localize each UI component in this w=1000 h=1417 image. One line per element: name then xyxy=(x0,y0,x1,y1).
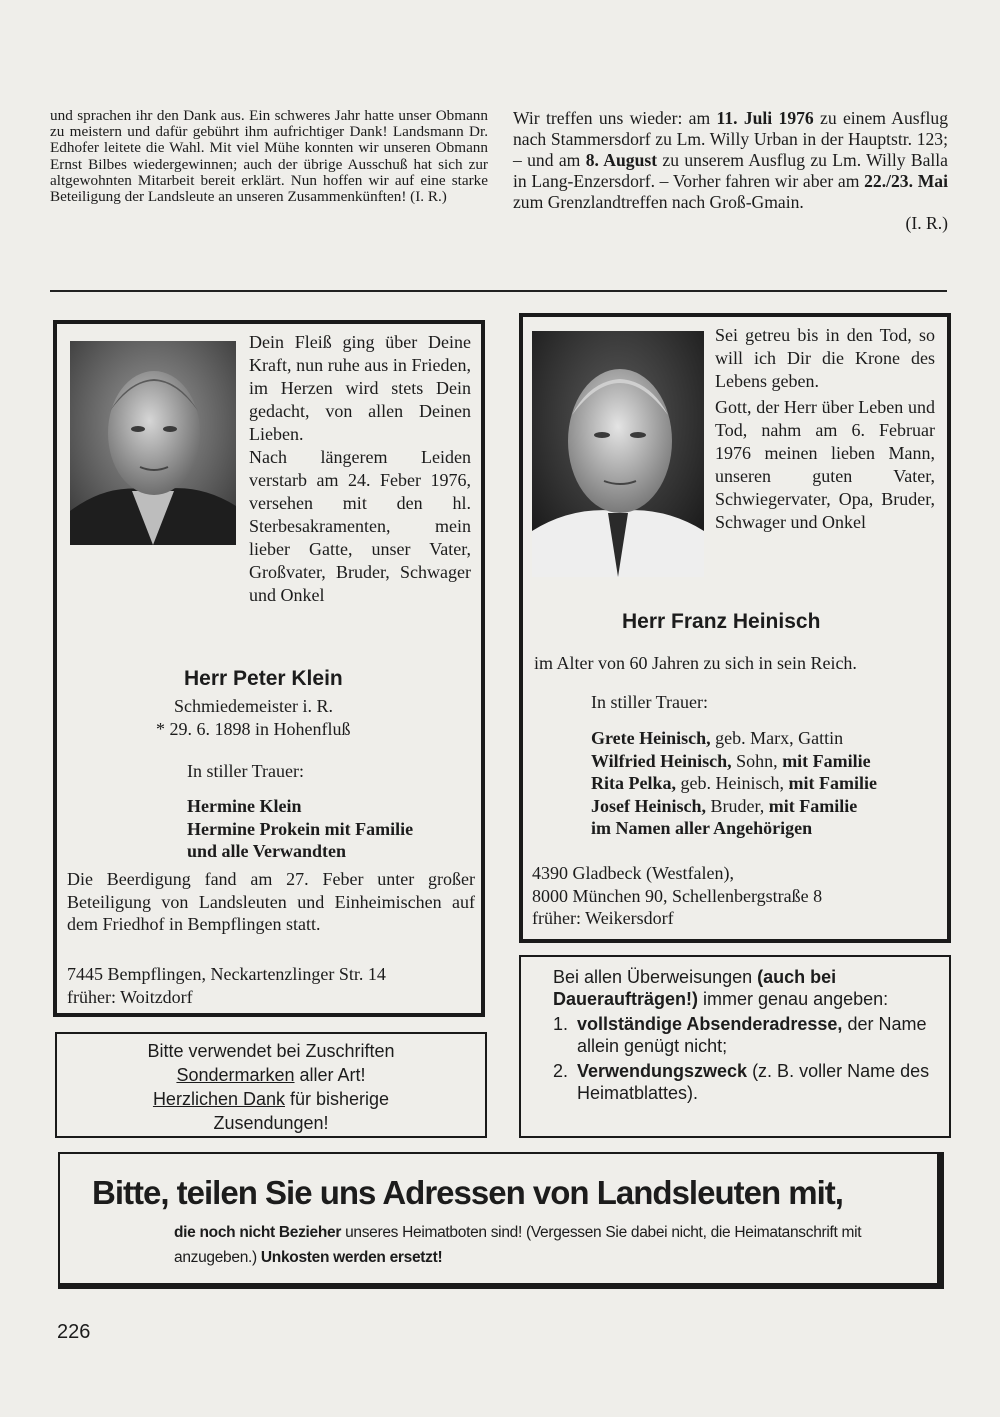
list-item: 1. vollständige Absenderadresse, der Name allein genügt nicht; xyxy=(553,1014,927,1056)
mourner: Grete Heinisch, geb. Marx, Gattin xyxy=(591,728,844,748)
deceased-birth: * 29. 6. 1898 in Hohenfluß xyxy=(156,719,351,739)
notice-special-stamps: Bitte verwendet bei Zuschriften Sondermarken aller Art! Herzlichen Dank für bisherige Zusendungen! xyxy=(55,1032,487,1138)
mourner: im Namen aller Angehörigen xyxy=(591,818,813,838)
address-request-banner xyxy=(58,1152,944,1289)
transfer-intro: Bei allen Überweisungen (auch bei Daueraufträgen!) immer genau angeben: xyxy=(553,967,889,1009)
address-block: 4390 Gladbeck (Westfalen), 8000 München 90, Schellenbergstraße 8 früher: Weikersdorf xyxy=(532,863,823,928)
mourners-list xyxy=(591,727,877,840)
portrait-photo xyxy=(70,341,236,545)
list-item: 2. Verwendungszweck (z. B. voller Name des Heimatblattes). xyxy=(553,1061,930,1103)
mourner: Wilfried Heinisch, Sohn, mit Familie xyxy=(591,750,871,771)
obituary-verse-text: Dein Fleiß ging über Deine Kraft, nun ruhe aus in Frieden, im Herzen wird stets Dein gedacht, von allen Deinen Lieben. Nach längerem Leiden verstarb am 24. Feber 1976, versehen mit den hl. Sterbesakramenten, mein lieber Gatte, unser Vater, Großvater, Bruder, Schwager und Onkel xyxy=(249,332,471,605)
top-left-column xyxy=(50,108,488,205)
mourner: Hermine Prokein mit Familie xyxy=(187,818,414,839)
obituary-peter-klein xyxy=(53,320,485,1017)
horizontal-divider xyxy=(50,290,947,292)
banner-headline: Bitte, teilen Sie uns Adressen von Landsleuten mit, xyxy=(92,1174,843,1211)
mourner: Rita Pelka, geb. Heinisch, mit Familie xyxy=(591,773,877,793)
top-right-signature: (I. R.) xyxy=(905,213,948,233)
mourning-label: In stiller Trauer: xyxy=(591,692,708,712)
mourners-list xyxy=(187,795,413,863)
age-line: im Alter von 60 Jahren zu sich in sein Reich. xyxy=(534,653,857,673)
deceased-name: Herr Franz Heinisch xyxy=(622,610,821,633)
top-right-paragraph: Wir treffen uns wieder: am 11. Juli 1976 zu einem Ausflug nach Stammersdorf zu Lm. Willy Urban in der Hauptstr. 123; – und am 8. August zu unserem Ausflug zu Lm. Willy Balla in Lang-Enzersdorf. – Vorher fahren wir aber am 22./23. Mai zum Grenzlandtreffen nach Groß-Gmain. xyxy=(513,108,948,212)
transfer-list xyxy=(553,1013,933,1104)
deceased-occupation: Schmiedemeister i. R. xyxy=(174,696,333,716)
mourner: Hermine Klein xyxy=(187,796,302,816)
mourning-label: In stiller Trauer: xyxy=(187,761,304,781)
funeral-text: Die Beerdigung fand am 27. Feber unter großer Beteiligung von Landsleuten und Einheimischen auf dem Friedhof in Bempflingen statt. xyxy=(67,869,475,934)
top-right-column xyxy=(513,108,948,234)
mourner: und alle Verwandten xyxy=(187,841,347,861)
address-block: 7445 Bempflingen, Neckartenzlinger Str. 14 früher: Woitzdorf xyxy=(67,964,386,1007)
portrait-photo xyxy=(532,331,704,577)
banner-subtext: die noch nicht Bezieher unseres Heimatboten sind! (Vergessen Sie dabei nicht, die Heimatanschrift mit anzugeben.) Unkosten werden ersetzt! xyxy=(174,1224,862,1266)
obituary-franz-heinisch xyxy=(519,313,951,943)
page-number: 226 xyxy=(57,1321,91,1343)
deceased-name: Herr Peter Klein xyxy=(184,667,343,690)
top-left-paragraph: und sprachen ihr den Dank aus. Ein schweres Jahr hatte unser Obmann zu meistern und dafür gebührt ihm aufrichtiger Dank! Landsmann Dr. Edhofer leitete die Wahl. Mit viel Mühe konnten wir unseren Obmann Ernst Bilbes wiedergewinnen; auch der übrige Ausschuß hat sich zur altgewohnten Mitarbeit bereit erklärt. Nun hoffen wir auf eine starke Beteiligung der Landsleute an unseren Zusammenkünften! (I. R.) xyxy=(50,107,488,206)
notice-bank-transfers xyxy=(519,955,951,1138)
obituary-verse-text: Sei getreu bis in den Tod, so will ich Dir die Krone des Lebens geben. Gott, der Herr über Leben und Tod, nahm am 6. Februar 1976 meinen lieben Mann, unseren guten Vater, Schwiegervater, Opa, Bruder, Schwager und Onkel xyxy=(715,325,935,532)
mourner: Josef Heinisch, Bruder, mit Familie xyxy=(591,795,858,816)
